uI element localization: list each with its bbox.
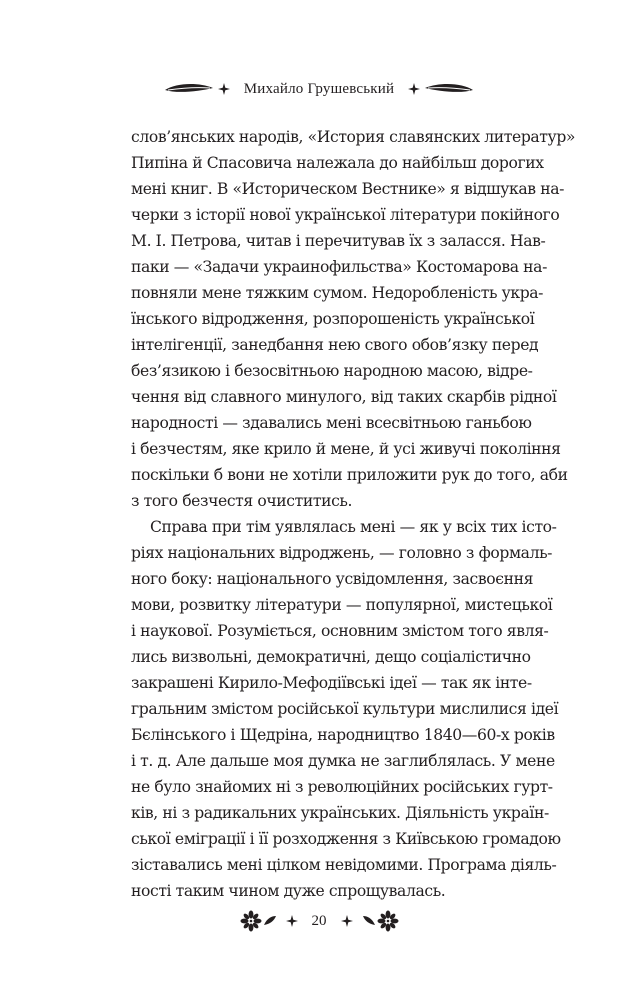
- text-line: без’язикою і безосвітньою народною масою, відре-: [131, 362, 533, 380]
- text-line: паки — «Задачи украинофильства» Костомарова на-: [131, 258, 547, 276]
- running-header: [0, 74, 638, 104]
- text-line: мови, розвитку літератури — популярної, мистецької: [131, 596, 553, 614]
- text-line: Пипіна й Спасовича належала до найбільш дорогих: [131, 154, 544, 172]
- header-ornament-left: [164, 82, 230, 96]
- text-line: мені книг. В «Историческом Вестнике» я відшукав на-: [131, 180, 564, 198]
- star-icon: [218, 83, 230, 95]
- text-line: закрашені Кирило-Мефодіївські ідеї — так як інте-: [131, 674, 532, 692]
- text-line: зіставались мені цілком невідомими. Програма діяль-: [131, 856, 557, 874]
- page-number: 20: [311, 912, 327, 929]
- text-line: ності таким чином дуже спрощувалась.: [131, 882, 446, 900]
- text-line: М. І. Петрова, читав і перечитував їх з заласся. Нав-: [131, 232, 546, 250]
- flower-icon: [377, 910, 399, 932]
- text-line: ного боку: національного усвідомлення, засвоєння: [131, 570, 534, 588]
- footer-ornament-right: [341, 910, 399, 932]
- text-line: поскільки б вони не хотіли приложити рук до того, аби: [131, 466, 568, 484]
- paragraph-2: [131, 514, 561, 904]
- star-icon: [341, 915, 353, 927]
- text-line: черки з історії нової української літератури покійного: [131, 206, 560, 224]
- page-footer: [0, 906, 638, 936]
- text-line: ків, ні з радикальних українських. Діяльність україн-: [131, 804, 549, 822]
- text-line: і безчестям, яке крило й мене, й усі живучі покоління: [131, 440, 561, 458]
- header-title: Михайло Грушевський: [243, 80, 395, 97]
- text-line: Справа при тім уявлялась мені — як у всіх тих істо-: [150, 518, 557, 536]
- text-line: чення від славного минулого, від таких скарбів рідної: [131, 388, 557, 406]
- text-line: слов’янських народів, «История славянских литератур»: [131, 128, 576, 146]
- text-line: народності — здавались мені всесвітньою ганьбою: [131, 414, 532, 432]
- paragraph-1: [131, 124, 576, 514]
- leaf-icon: [264, 916, 276, 926]
- text-line: повняли мене тяжким сумом. Недоробленість укра-: [131, 284, 544, 302]
- star-icon: [286, 915, 298, 927]
- leaf-icon: [424, 82, 474, 96]
- text-line: не було знайомих ні з революційних російських гурт-: [131, 778, 553, 796]
- body-text: [131, 124, 576, 904]
- flower-icon: [240, 910, 262, 932]
- text-line: ської еміграції і її розходження з Київською громадою: [131, 830, 561, 848]
- text-line: Бєлінського і Щедріна, народництво 1840—60-х років: [131, 726, 555, 744]
- text-line: і наукової. Розуміється, основним змістом того явля-: [131, 622, 549, 640]
- text-line: і т. д. Але дальше моя думка не заглиблялась. У мене: [131, 752, 555, 770]
- star-icon: [408, 83, 420, 95]
- header-ornament-right: [408, 82, 474, 96]
- leaf-icon: [164, 82, 214, 96]
- text-line: їнського відродження, розпорошеність української: [131, 310, 535, 328]
- text-line: інтелігенції, занедбання нею свого обов’язку перед: [131, 336, 539, 354]
- text-line: гральним змістом російської культури мислилися ідеї: [131, 700, 559, 718]
- footer-ornament-left: [240, 910, 298, 932]
- leaf-icon: [363, 916, 375, 926]
- text-line: лись визвольні, демократичні, дещо соціалістично: [131, 648, 531, 666]
- text-line: з того безчестя очиститись.: [131, 492, 353, 510]
- text-line: ріях національних відроджень, — головно з формаль-: [131, 544, 553, 562]
